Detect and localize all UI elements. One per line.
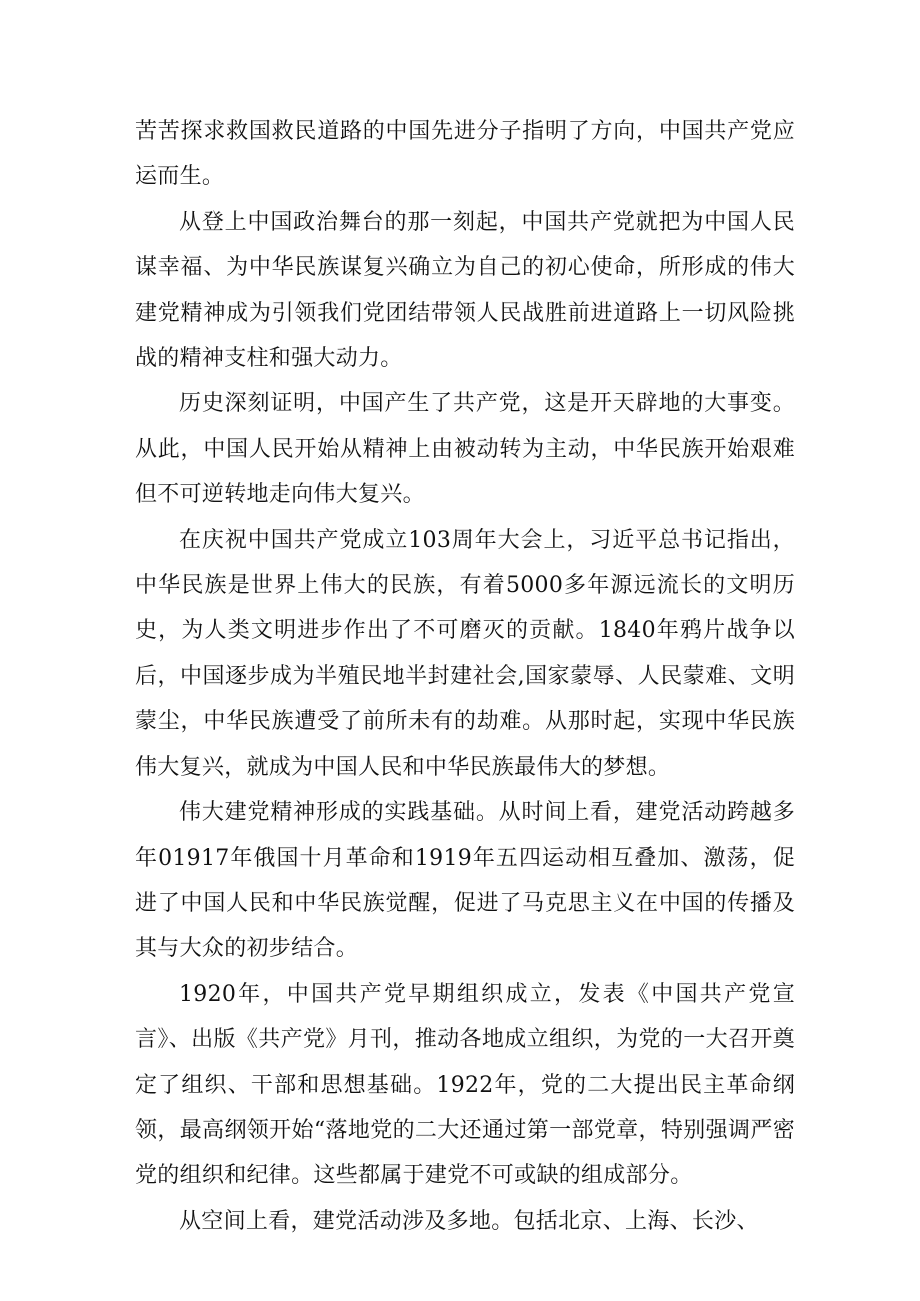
paragraph-spatial-view: 从空间上看，建党活动涉及多地。包括北京、上海、长沙、 [179, 1208, 759, 1234]
paragraph-1920-organization: 1920年，中国共产党早期组织成立，发表《中国共产党宣言》、出版《共产党》月刊，推动各地成立组织，为党的一大召开奠定了组织、干部和思想基础。1922年，党的二大提出民主革命纲领，最高纲领开始“落地党的二大还通过第一部党章，特别强调严密党的组织和纪律。这些都属于建党不可或缺的组成部分。 [135, 981, 795, 1189]
paragraph-practice-basis: 伟大建党精神形成的实践基础。从时间上看，建党活动跨越多年01917年俄国十月革命和1919年五四运动相互叠加、激荡，促进了中国人民和中华民族觉醒，促进了马克思主义在中国的传播及其与大众的初步结合。 [135, 800, 795, 962]
document-body [135, 109, 795, 1244]
paragraph-history-proof: 历史深刻证明，中国产生了共产党，这是开天辟地的大事变。从此，中国人民开始从精神上由被动转为主动，中华民族开始艰难但不可逆转地走向伟大复兴。 [135, 391, 795, 508]
paragraph-continued: 苦苦探求救国救民道路的中国先进分子指明了方向，中国共产党应运而生。 [135, 119, 795, 190]
paragraph-initial-mission: 从登上中国政治舞台的那一刻起，中国共产党就把为中国人民谋幸福、为中华民族谋复兴确立为自己的初心使命，所形成的伟大建党精神成为引领我们党团结带领人民战胜前进道路上一切风险挑战的精神支柱和强大动力。 [135, 209, 795, 372]
paragraph-anniversary-speech: 在庆祝中国共产党成立103周年大会上，习近平总书记指出，中华民族是世界上伟大的民族，有着5000多年源远流长的文明历史，为人类文明进步作出了不可磨灭的贡献。1840年鸦片战争以后，中国逐步成为半殖民地半封建社会,国家蒙辱、人民蒙难、文明蒙尘，中华民族遭受了前所未有的劫难。从那时起，实现中华民族伟大复兴，就成为中国人民和中华民族最伟大的梦想。 [135, 527, 795, 780]
